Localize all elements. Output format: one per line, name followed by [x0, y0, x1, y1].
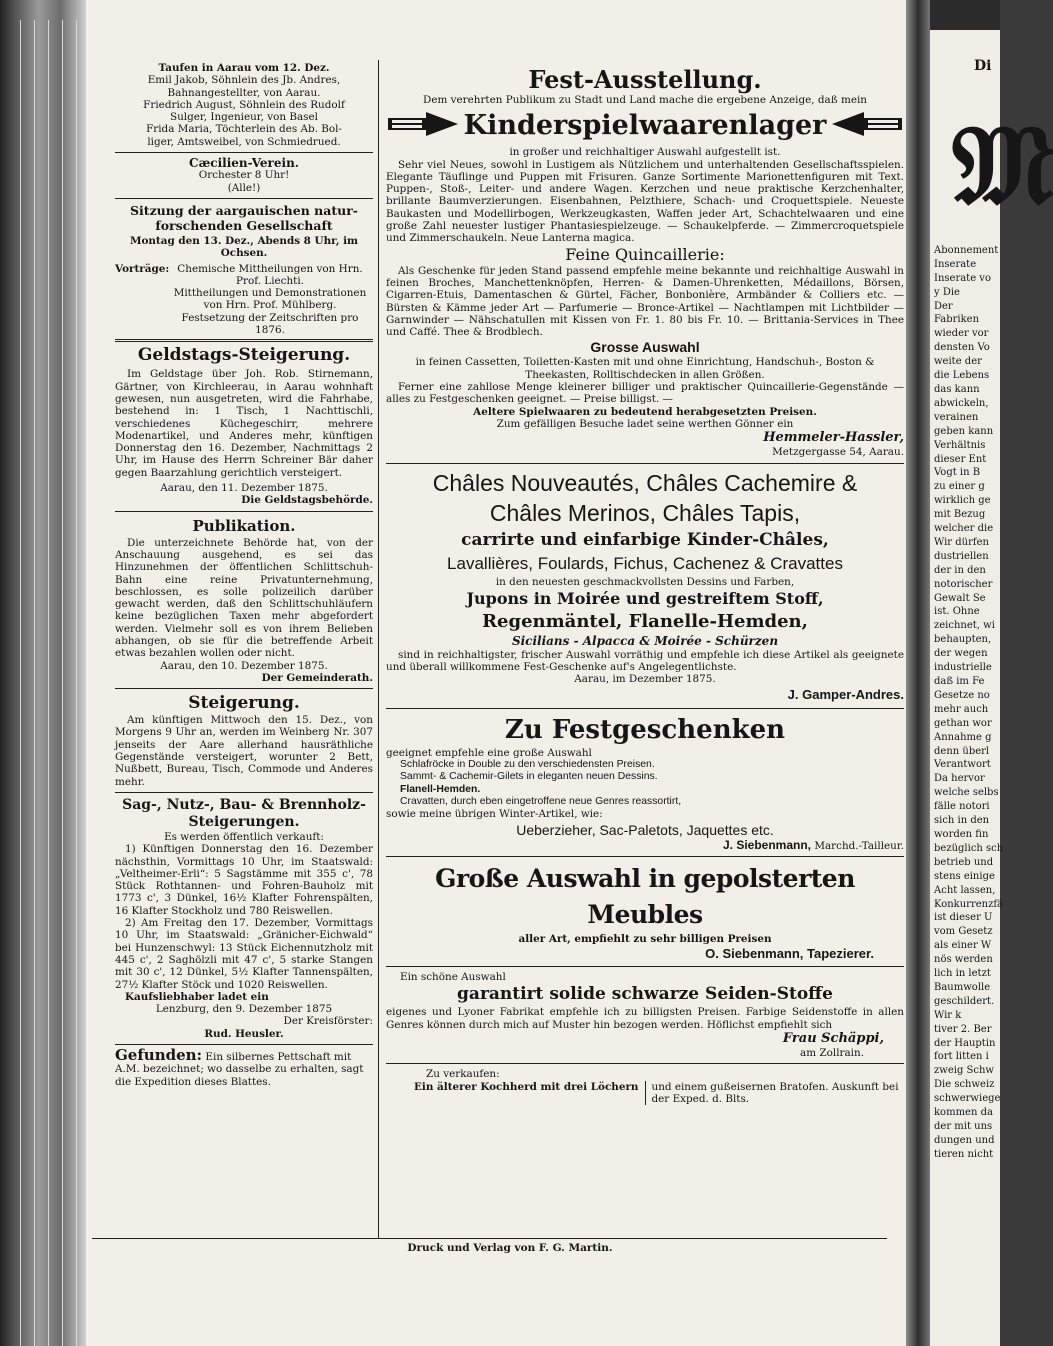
chales-signature: J. Gamper-Andres.	[787, 686, 904, 702]
geldstag-signature: Die Geldstagsbehörde.	[241, 494, 373, 507]
adjacent-line: abwickeln,	[934, 397, 989, 409]
adjacent-line: fort litten i	[934, 1051, 989, 1063]
adjacent-page-text	[934, 58, 1014, 1162]
adjacent-line: fälle notori	[934, 801, 990, 813]
geldstag-title: Geldstags-Steigerung.	[137, 345, 351, 366]
meubles-ad	[386, 861, 904, 962]
caecilien-title: Cæcilien-Verein.	[189, 156, 299, 171]
publikation-body: Die unterzeichnete Behörde hat, von der Anschauung ausgehend, es sei das Hinzunehmen der öffentlichen Schlittschuh-Bahn eine reine Privatunternehmung, beschlossen, es solle polizeilich darüber gewacht werden, daß den Schlittschuhläufern keine bezüglichen Taxen mehr abgefordert werden. Vielmehr soll es von ihrem Belieben abhangen, ob sie für die betreffende Arbeit etwas bezahlen wollen oder nicht.	[115, 536, 373, 660]
adjacent-line: Di	[974, 58, 992, 74]
adjacent-line: Wir dürfen	[934, 536, 989, 548]
caecilien-line: (Alle!)	[227, 181, 261, 194]
gefunden-notice	[115, 1046, 373, 1088]
adjacent-line: behaupten,	[934, 634, 992, 646]
meubles-signature: O. Siebenmann, Tapezierer.	[705, 946, 874, 962]
adjacent-line: Inserate vo	[934, 272, 991, 284]
taufen-notice	[115, 62, 373, 148]
adjacent-line: Inserate	[934, 258, 977, 270]
taufen-line: Friedrich August, Söhnlein des Rudolf	[143, 98, 345, 111]
fest-text: Sehr viel Neues, sowohl in Lustigem als Nützlichem und unterhaltenden Gesellschaftsspielen. Elegante Täuflinge und Puppen mit Frisuren. Ganze Sortimente Marionettenfiguren mit Text. Puppen-, Stoß-, Leiter- und andere Wagen. Kerzchen und neue praktische Kerzchenhalter, brillante Baumverzierungen. Eisenbahnen, Pelzthiere, Schach- und Croquettspiele. Neueste Baukasten und Modellirbogen, Werkzeugkasten, Waffen jeder Art, Schachtelwaaren und eine große Zahl neuester lustiger Phantasiespielzeuge. — Schaukelpferde. — Zimmercroquetspiele und Zimmerschaukeln. Neue Lanterna magica.	[386, 158, 904, 245]
seide-address: am Zollrain.	[800, 1046, 864, 1059]
adjacent-line: dieser Ent	[934, 453, 987, 465]
festgeschenke-ad	[386, 713, 904, 852]
divider	[115, 152, 373, 153]
sitzung-notice	[115, 203, 373, 336]
chales-line: Châles Nouveautés, Châles Cachemire &	[432, 469, 858, 496]
divider	[115, 1044, 373, 1045]
publikation-notice	[115, 516, 373, 685]
adjacent-line: wirklich ge	[934, 495, 991, 507]
festgeschenke-intro: geeignet empfehle eine große Auswahl	[386, 746, 592, 759]
adjacent-line: Fabriken	[934, 314, 980, 326]
adjacent-line: dungen und	[934, 1134, 995, 1146]
fest-text: Aeltere Spielwaaren zu bedeutend herabgesetzten Preisen.	[473, 405, 817, 418]
right-column	[386, 66, 904, 1105]
festgeschenke-item: Schlafröcke in Double zu den verschiedensten Preisen.	[400, 759, 655, 771]
seide-title: garantirt solide schwarze Seiden-Stoffe	[457, 984, 833, 1005]
festgeschenke-signature-title: Marchd.-Tailleur.	[814, 839, 904, 852]
adjacent-line: Vogt in B	[934, 467, 981, 479]
fest-text: Zum gefälligen Besuche ladet seine werthen Gönner ein	[496, 417, 794, 430]
adjacent-line: sich in den	[934, 815, 990, 827]
adjacent-line: Die schweiz	[934, 1079, 995, 1091]
adjacent-line: Wir k	[934, 1009, 962, 1021]
taufen-line: Sulger, Ingenieur, von Basel	[169, 111, 318, 124]
footer-rule	[92, 1238, 887, 1239]
grosse-auswahl-body: in feinen Cassetten, Toiletten-Kasten mit und ohne Einrichtung, Handschuh-, Boston & Theekasten, Rolltischdecken in allen Größen.	[415, 356, 875, 381]
adjacent-line: der in den	[934, 564, 986, 576]
holz-paragraph: 2) Am Freitag den 17. Dezember, Vormittags 10 Uhr, im Staatswald: „Gränicher-Eichwald“ bei Hunzenschwyl: 13 Stück Eichennutzholz mit 445 c', 2 Saghölzli mit 47 c', 5 starke Stangen mit 30 c', 12 Dünkel, 5½ Klafter Tannenspälten, 27½ Klafter Stöck und 1020 Reiswellen.	[115, 917, 373, 991]
adjacent-line: bezüglich sch	[934, 842, 1004, 854]
adjacent-line: stens einige	[934, 870, 995, 882]
holz-paragraph: Kaufsliebhaber ladet ein	[125, 990, 269, 1003]
publikation-title: Publikation.	[192, 516, 296, 535]
adjacent-line: industrielle	[934, 662, 992, 674]
holz-date: Lenzburg, den 9. Dezember 1875	[155, 1003, 333, 1016]
festgeschenke-item: Sammt- & Cachemir-Gilets in eleganten neuen Dessins.	[400, 771, 658, 783]
page-gutter	[906, 0, 930, 1346]
adjacent-line: verainen	[934, 411, 979, 423]
adjacent-line: die Lebens	[934, 370, 990, 382]
gefunden-body: Ein silbernes Pettschaft mit A.M. bezeichnet; wo dasselbe zu erhalten, sagt die Expedition dieses Blattes.	[115, 1051, 364, 1088]
verkaufen-ad	[386, 1068, 904, 1105]
adjacent-line: nös werden	[934, 954, 993, 966]
fest-text: Ferner eine zahllose Menge kleinerer billiger und praktischer Quincaillerie-Gegenstände — alles zu Festgeschenken geeignet. — Preise billigst. —	[386, 381, 904, 406]
holz-title: Sag-, Nutz-, Bau- & Brennholz-Steigerungen.	[122, 796, 366, 830]
steigerung-notice	[115, 693, 373, 788]
sitzung-title: Sitzung der aargauischen natur-forschenden Gesellschaft	[130, 202, 358, 233]
divider	[386, 856, 904, 857]
adjacent-line: ist. Ohne	[934, 606, 980, 618]
steigerung-body: Am künftigen Mittwoch den 15. Dez., von Morgens 9 Uhr an, werden im Weinberg Nr. 307 jenseits der Aare allerhand hausräthliche Gegenstände versteigert, worunter 2 Bett, Nußbett, Bureau, Tisch, Commode und Anderes mehr.	[115, 714, 373, 788]
adjacent-line: das kann	[934, 383, 980, 395]
book-binding	[0, 0, 86, 1346]
adjacent-masthead: 𝔐	[952, 100, 1053, 229]
holz-signature: Rud. Heusler.	[204, 1027, 284, 1040]
adjacent-line: daß im Fe	[934, 676, 985, 687]
geldstag-notice	[115, 345, 373, 506]
adjacent-line: der wegen	[934, 648, 988, 660]
chales-line: Jupons in Moirée und gestreiftem Stoff,	[466, 588, 824, 608]
fest-address: Metzgergasse 54, Aarau.	[772, 446, 904, 459]
chales-body: sind in reichhaltigster, frischer Auswahl vorräthig und empfehle ich diese Artikel als geeignete und überall willkommene Fest-Geschenke auf's Angelegentlichste.	[386, 648, 904, 674]
seide-signature: Frau Schäppi,	[782, 1030, 884, 1046]
chales-line: Sicilians - Alpacca & Moirée - Schürzen	[511, 633, 779, 648]
adjacent-line: denn überl	[934, 745, 990, 757]
adjacent-line: y Die	[934, 286, 960, 298]
column-rule	[378, 60, 379, 1238]
divider	[115, 339, 373, 342]
fest-headline: Kinderspielwaarenlager	[463, 110, 827, 142]
festgeschenke-item: Flanell-Hemden.	[400, 783, 481, 795]
adjacent-line: tieren nicht	[934, 1148, 994, 1160]
festgeschenke-item: Ueberzieher, Sac-Paletots, Jaquettes etc.	[516, 821, 774, 838]
taufen-line: liger, Amtsweibel, von Schmiedrued.	[147, 135, 341, 148]
divider	[115, 511, 373, 512]
holz-sign-label: Der Kreisförster:	[283, 1015, 373, 1028]
divider	[386, 966, 904, 967]
pointing-hand-left-icon	[830, 108, 904, 144]
adjacent-line: der Hauptin	[934, 1037, 996, 1049]
grosse-auswahl-title: Grosse Auswahl	[590, 339, 700, 356]
caecilien-line: Orchester 8 Uhr!	[198, 169, 290, 182]
festgeschenke-title: Zu Festgeschenken	[504, 714, 786, 745]
adjacent-line: gethan wor	[934, 717, 992, 729]
adjacent-line: worden fin	[934, 828, 989, 840]
taufen-line: Bahnangestellter, von Aarau.	[167, 86, 321, 99]
adjacent-line: Acht lassen,	[934, 884, 996, 896]
adjacent-line: zeichnet, wi	[934, 620, 995, 632]
verkaufen-right: und einem gußeisernen Bratofen. Auskunft bei der Exped. d. Blts.	[651, 1080, 899, 1105]
publikation-signature: Der Gemeinderath.	[261, 671, 373, 684]
adjacent-line: zu einer g	[934, 481, 985, 493]
taufen-line: Emil Jakob, Söhnlein des Jb. Andres,	[147, 74, 341, 87]
caecilien-notice	[115, 157, 373, 194]
divider	[115, 198, 373, 199]
verkaufen-left: Ein älterer Kochherd mit drei Löchern	[386, 1081, 646, 1106]
fest-text: in großer und reichhaltiger Auswahl aufgestellt ist.	[509, 146, 781, 159]
adjacent-line: der mit uns	[934, 1121, 993, 1132]
chales-date: Aarau, im Dezember 1875.	[574, 673, 716, 686]
vortrag-item: Festsetzung der Zeitschriften pro 1876.	[181, 311, 359, 337]
meubles-line: aller Art, empfiehlt zu sehr billigen Preisen	[518, 932, 772, 945]
divider	[386, 1063, 904, 1064]
adjacent-line: welche selbs	[934, 787, 999, 799]
geldstag-body: Im Geldstage über Joh. Rob. Stirnemann, Gärtner, von Kirchleerau, in Aarau wohnhaft gewesen, nun ausgetreten, wird die Fahrhabe, bestehend in: 1 Tisch, 1 Nachttischli, verschiedenes Küchegeschirr, mehrere Modenartikel, und Anderes mehr, künftigen Donnerstag den 16. Dezember, Nachmittags 2 Uhr, im Hause des Herrn Schreiner Bär daher gegen Baarzahlung gerichtlich versteigert.	[115, 368, 373, 479]
adjacent-line: ist dieser U	[934, 912, 993, 924]
adjacent-line: Da hervor	[934, 773, 985, 785]
sitzung-date: Montag den 13. Dez., Abends 8 Uhr, im Ochsen.	[129, 234, 359, 260]
adjacent-page	[930, 30, 1053, 1346]
adjacent-line: als einer W	[934, 940, 992, 952]
chales-line: Regenmäntel, Flanelle-Hemden,	[482, 610, 808, 632]
vortrag-item: Mittheilungen und Demonstrationen von Hrn. Prof. Mühlberg.	[173, 287, 367, 312]
chales-line: Lavallières, Foulards, Fichus, Cachenez & Cravattes	[447, 553, 843, 573]
adjacent-line: betrieb und	[934, 856, 994, 868]
meubles-title: Große Auswahl in gepolsterten Meubles	[435, 863, 855, 929]
adjacent-line: mehr auch	[934, 703, 989, 715]
left-column	[115, 62, 373, 1088]
vortrag-item: Chemische Mittheilungen von Hrn. Prof. Liechti.	[177, 262, 363, 287]
adjacent-line: Gesetze no	[934, 689, 990, 701]
holz-paragraph: 1) Künftigen Donnerstag den 16. Dezember nächsthin, Vormittags 10 Uhr, im Staatswald: „Veltheimer-Erli“: 5 Sagstämme mit 355 c', 78 Stück Rothtannen- und Fohren-Bauholz mit 1773 c', 3 Dünkel, 16½ Klafter Fohrenspälten, 16 Klafter Stockholz und 780 Reiswellen.	[115, 843, 373, 917]
divider	[386, 708, 904, 709]
holz-notice	[115, 797, 373, 1040]
divider	[115, 792, 373, 793]
chales-ad	[386, 468, 904, 704]
pointing-hand-right-icon	[386, 108, 460, 144]
adjacent-line: Der	[934, 300, 953, 312]
festgeschenke-item: sowie meine übrigen Winter-Artikel, wie:	[386, 808, 603, 821]
gefunden-title: Gefunden:	[115, 1046, 203, 1064]
adjacent-line: zweig Schw	[934, 1065, 994, 1077]
festgeschenke-signature: J. Siebenmann,	[722, 837, 812, 852]
geldstag-date: Aarau, den 11. Dezember 1875.	[160, 482, 328, 495]
adjacent-line: tiver 2. Ber	[934, 1023, 992, 1035]
taufen-title: Taufen in Aarau vom 12. Dez.	[158, 62, 330, 74]
fest-signature: Hemmeler-Hassler,	[763, 430, 904, 446]
quincaillerie-title: Feine Quincaillerie:	[565, 244, 725, 264]
fest-title: Fest-Ausstellung.	[528, 65, 762, 94]
adjacent-line: notorischer	[934, 578, 993, 590]
fest-ausstellung-ad	[386, 66, 904, 459]
vortraege-label: Vorträge:	[115, 262, 170, 275]
holz-intro: Es werden öffentlich verkauft:	[164, 830, 324, 843]
seide-body: eigenes und Lyoner Fabrikat empfehle ich zu billigsten Preisen. Farbige Seidenstoffe in allen Genres können durch mich auf Muster hin bezogen werden. Höflichst empfiehlt sich	[386, 1006, 904, 1031]
steigerung-title: Steigerung.	[188, 693, 300, 714]
adjacent-line: Verantwort	[934, 759, 991, 771]
adjacent-line: lich in letzt	[934, 968, 991, 980]
quincaillerie-body: Als Geschenke für jeden Stand passend empfehle meine bekannte und reichhaltige Auswahl in feinen Broches, Manchettenknöpfen, Herren- & Damen-Uhrenketten, Médaillons, Börsen, Cigarren-Etuis, Damentaschen & Gürtel, Fächer, Bonbonière, Armbänder & Colliers etc. — Bürsten & Kämme jeder Art — Parfumerie — Bronce-Artikel — Nachtlampen mit Lichtbilder — Garnwinder — Nähschatullen mit Kissen von Fr. 1. 80 bis Fr. 10. — Brittania-Services in Thee und Caffé. Thee & Brodblech.	[386, 264, 904, 339]
chales-line: in den neuesten geschmackvollsten Dessins und Farben,	[495, 575, 795, 588]
chales-line: carrirte und einfarbige Kinder-Châles,	[461, 529, 829, 550]
festgeschenke-item: Cravatten, durch eben eingetroffene neue Genres reassortirt,	[400, 795, 682, 807]
adjacent-line: schwerwiege	[934, 1093, 1001, 1105]
divider	[115, 688, 373, 689]
footer-imprint: Druck und Verlag von F. G. Martin.	[407, 1242, 613, 1254]
fest-intro: Dem verehrten Publikum zu Stadt und Land mache die ergebene Anzeige, daß mein	[423, 94, 867, 106]
adjacent-line: dustriellen	[934, 550, 989, 562]
adjacent-line: weite der	[934, 356, 982, 368]
adjacent-line: densten Vo	[934, 342, 990, 354]
adjacent-line: Baumwolle	[934, 981, 991, 993]
adjacent-line: geschildert.	[934, 995, 995, 1007]
taufen-line: Frida Maria, Töchterlein des Ab. Bol-	[146, 123, 342, 136]
adjacent-line: Verhältnis	[934, 439, 986, 451]
seide-intro: Ein schöne Auswahl	[400, 971, 506, 984]
adjacent-line: mit Bezug	[934, 509, 986, 521]
adjacent-line: Abonnement	[934, 244, 999, 256]
verkaufen-title: Zu verkaufen:	[426, 1068, 500, 1081]
chales-line: Châles Merinos, Châles Tapis,	[489, 499, 801, 526]
seide-ad	[386, 971, 904, 1059]
adjacent-line: Konkurrenzfä	[934, 898, 1004, 910]
adjacent-line: vom Gesetz	[934, 926, 993, 938]
divider	[386, 463, 904, 464]
publikation-date: Aarau, den 10. Dezember 1875.	[160, 659, 328, 672]
adjacent-line: Annahme g	[934, 731, 992, 743]
adjacent-line: geben kann	[934, 425, 994, 437]
adjacent-line: kommen da	[934, 1107, 993, 1119]
adjacent-line: wieder vor	[934, 328, 989, 340]
adjacent-line: Gewalt Se	[934, 592, 986, 604]
adjacent-line: welcher die	[934, 523, 994, 535]
